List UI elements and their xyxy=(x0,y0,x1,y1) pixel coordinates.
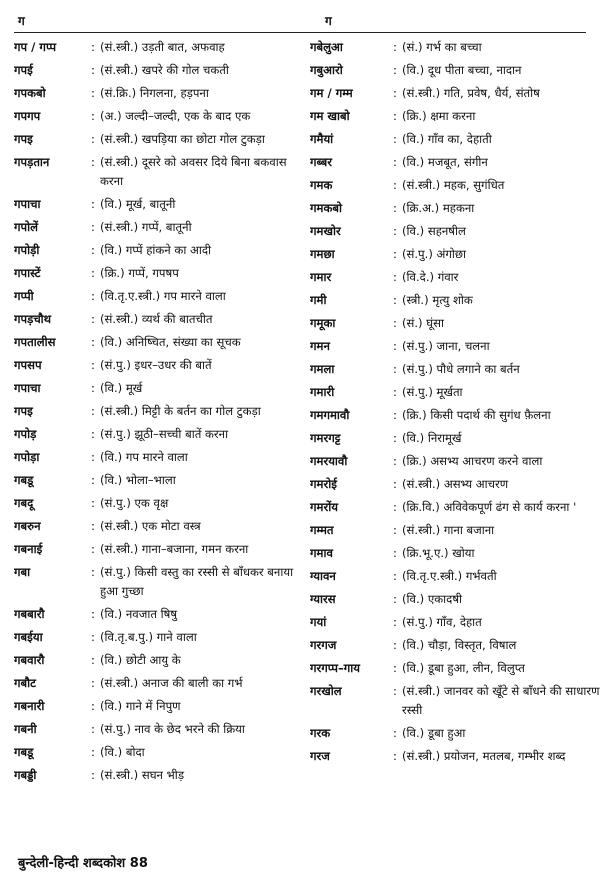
separator: : xyxy=(393,726,397,740)
headword: गबा xyxy=(14,565,31,579)
headword: गपइ xyxy=(14,404,33,418)
headword: गमरगट्ट xyxy=(310,431,341,445)
definition: (क्रि.वि.) अविवेकपूर्ण ढंग से कार्य करना ' xyxy=(402,500,577,514)
dictionary-entry xyxy=(14,540,304,559)
dictionary-entry xyxy=(310,659,600,678)
headword: गमारी xyxy=(310,385,335,399)
headword: गबवारौ xyxy=(14,653,45,667)
definition: (वि.) एकादषी xyxy=(402,592,463,606)
headword: गबनाई xyxy=(14,542,43,556)
headword: गपई xyxy=(14,63,33,77)
definition: (सं.स्त्री.) गप्पें, बातूनी xyxy=(100,220,192,234)
definition: (सं.स्त्री.) व्यर्थ की बातचीत xyxy=(100,312,213,326)
separator: : xyxy=(393,408,397,422)
separator: : xyxy=(393,477,397,491)
dictionary-entry xyxy=(14,130,304,149)
definition: (सं.स्त्री.) अनाज की बाली का गर्भ xyxy=(100,676,243,690)
definition: (अ.) जल्दी–जल्दी, एक के बाद एक xyxy=(100,109,251,123)
dictionary-entry xyxy=(310,222,600,241)
headword: गमकबो xyxy=(310,201,342,215)
separator: : xyxy=(393,385,397,399)
definition: (सं.पु.) एक वृक्ष xyxy=(100,496,169,510)
separator: : xyxy=(393,569,397,583)
headword: गपगप xyxy=(14,109,41,123)
dictionary-entry xyxy=(310,360,600,379)
definition: (क्रि.भू.ए.) खोया xyxy=(402,546,475,560)
headword: गमरोंय xyxy=(310,500,338,514)
headword: गब्बर xyxy=(310,155,332,169)
headword: ग्यारस xyxy=(310,592,336,606)
headword: गबरुन xyxy=(14,519,41,533)
headword: गमन xyxy=(310,339,330,353)
separator: : xyxy=(393,546,397,560)
headword: गबईया xyxy=(14,630,43,644)
dictionary-entry xyxy=(310,567,600,586)
dictionary-entry xyxy=(14,674,304,693)
definition: (सं.पु.) मूर्खता xyxy=(402,385,463,399)
headword: गपोड़ी xyxy=(14,243,40,257)
headword: गपास्टें xyxy=(14,266,41,280)
headword: गबौट xyxy=(14,676,36,690)
separator: : xyxy=(393,224,397,238)
separator: : xyxy=(393,86,397,100)
dictionary-entry xyxy=(310,682,600,720)
definition: (वि.) बोदा xyxy=(100,745,145,759)
headword: गबनी xyxy=(14,722,37,736)
dictionary-entry xyxy=(310,429,600,448)
separator: : xyxy=(91,699,95,713)
separator: : xyxy=(393,661,397,675)
separator: : xyxy=(91,768,95,782)
definition: (वि.) नवजात षिषु xyxy=(100,607,178,621)
separator: : xyxy=(91,630,95,644)
dictionary-entry xyxy=(14,425,304,444)
headword: गमगमावौ xyxy=(310,408,350,422)
definition: (वि.तृ.ए.स्त्री.) गर्भवती xyxy=(402,569,497,583)
definition: (वि.) मूर्ख, बातूनी xyxy=(100,197,176,211)
headword: गपकबो xyxy=(14,86,46,100)
definition: (सं.क्रि.) निगलना, हड़पना xyxy=(100,86,209,100)
dictionary-entry xyxy=(14,38,304,57)
dictionary-entry xyxy=(310,747,600,766)
separator: : xyxy=(393,109,397,123)
dictionary-entry xyxy=(310,724,600,743)
dictionary-entry xyxy=(310,613,600,632)
headword: गमूका xyxy=(310,316,336,330)
dictionary-entry xyxy=(310,475,600,494)
right-column xyxy=(310,38,600,770)
definition: (सं.स्त्री.) महक, सुगंधित xyxy=(402,178,505,192)
dictionary-entry xyxy=(310,130,600,149)
definition: (सं.पु.) पौधे लगाने का बर्तन xyxy=(402,362,520,376)
definition: (सं.स्त्री.) असभ्य आचरण xyxy=(402,477,509,491)
dictionary-entry xyxy=(14,628,304,647)
dictionary-entry xyxy=(14,494,304,513)
dictionary-entry xyxy=(14,743,304,762)
separator: : xyxy=(91,63,95,77)
separator: : xyxy=(393,454,397,468)
definition: (सं.स्त्री.) दूसरे को अवसर दिये बिना बकवास करना xyxy=(100,155,287,188)
separator: : xyxy=(91,404,95,418)
dictionary-entry xyxy=(310,383,600,402)
separator: : xyxy=(91,243,95,257)
separator: : xyxy=(393,615,397,629)
headword: गमैयां xyxy=(310,132,334,146)
definition: (क्रि.अ.) महकना xyxy=(402,201,475,215)
headword: गपोड़ा xyxy=(14,450,40,464)
dictionary-entry xyxy=(310,61,600,80)
headword: गपड़तान xyxy=(14,155,50,169)
separator: : xyxy=(393,316,397,330)
separator: : xyxy=(91,289,95,303)
dictionary-entry xyxy=(14,310,304,329)
dictionary-entry xyxy=(14,471,304,490)
dictionary-entry xyxy=(310,268,600,287)
definition: (सं.पु.) झूठी–सच्ची बातें करना xyxy=(100,427,229,441)
definition: (सं.स्त्री.) गति, प्रवेष, धैर्य, संतोष xyxy=(402,86,540,100)
headword: गबडू xyxy=(14,473,34,487)
dictionary-entry xyxy=(14,766,304,785)
definition: (वि.) गाने में निपुण xyxy=(100,699,181,713)
dictionary-entry xyxy=(14,697,304,716)
dictionary-entry xyxy=(310,153,600,172)
definition: (सं.) घूंसा xyxy=(402,316,444,330)
definition: (क्रि.) क्षमा करना xyxy=(402,109,476,123)
separator: : xyxy=(393,293,397,307)
dictionary-entry xyxy=(310,84,600,103)
header-letter-right: ग xyxy=(325,14,332,28)
definition: (सं.पु.) किसी वस्तु का रस्सी से बाँधकर बनाया हुआ गुच्छा xyxy=(100,565,294,598)
separator: : xyxy=(393,63,397,77)
definition: (वि.) गप्पें हांकने का आदी xyxy=(100,243,212,257)
headword: गपाचा xyxy=(14,197,41,211)
dictionary-entry xyxy=(14,720,304,739)
headword: गरगप्प–गाय xyxy=(310,661,361,675)
separator: : xyxy=(91,358,95,372)
definition: (वि.तृ.ब.पु.) गाने वाला xyxy=(100,630,197,644)
headword: गरखोल xyxy=(310,684,342,698)
definition: (सं.स्त्री.) मिट्टी के बर्तन का गोल टुकड़ा xyxy=(100,404,261,418)
separator: : xyxy=(91,266,95,280)
headword: गयां xyxy=(310,615,327,629)
headword: गमखोर xyxy=(310,224,341,238)
separator: : xyxy=(91,335,95,349)
dictionary-entry xyxy=(14,153,304,191)
headword: गपड़चौथ xyxy=(14,312,52,326)
dictionary-entry xyxy=(14,61,304,80)
definition: (सं.पु.) गाँव, देहात xyxy=(402,615,482,629)
separator: : xyxy=(393,270,397,284)
dictionary-entry xyxy=(14,517,304,536)
definition: (सं.स्त्री.) जानवर को खूँटे से बाँधने की साधारण रस्सी xyxy=(402,684,600,717)
headword: गबबारौ xyxy=(14,607,45,621)
headword: गबदू xyxy=(14,496,34,510)
separator: : xyxy=(91,676,95,690)
definition: (वि.) मजबूत, संगीन xyxy=(402,155,488,169)
definition: (वि.) गप मारने वाला xyxy=(100,450,188,464)
separator: : xyxy=(393,592,397,606)
separator: : xyxy=(91,450,95,464)
headword: गरज xyxy=(310,749,330,763)
separator: : xyxy=(393,201,397,215)
headword: गमार xyxy=(310,270,332,284)
headword: गमला xyxy=(310,362,335,376)
header-letter-left: ग xyxy=(18,14,25,28)
dictionary-entry xyxy=(310,636,600,655)
headword: गमक xyxy=(310,178,333,192)
headword: गपोलें xyxy=(14,220,38,234)
headword: गम्मत xyxy=(310,523,334,537)
headword: गपसप xyxy=(14,358,42,372)
dictionary-entry xyxy=(310,337,600,356)
definition: (सं.) गर्भ का बच्चा xyxy=(402,40,482,54)
definition: (वि.) मूर्ख xyxy=(100,381,143,395)
definition: (वि.) छोटी आयु के xyxy=(100,653,181,667)
separator: : xyxy=(91,607,95,621)
definition: (वि.) गाँव का, देहाती xyxy=(402,132,492,146)
separator: : xyxy=(91,197,95,211)
dictionary-entry xyxy=(14,264,304,283)
dictionary-entry xyxy=(310,521,600,540)
headword: गबडू xyxy=(14,745,34,759)
definition: (सं.स्त्री.) गाना बजाना xyxy=(402,523,495,537)
separator: : xyxy=(91,312,95,326)
dictionary-entry xyxy=(310,199,600,218)
separator: : xyxy=(393,500,397,514)
headword: गपाचा xyxy=(14,381,41,395)
headword: गमरोई xyxy=(310,477,337,491)
dictionary-entry xyxy=(310,176,600,195)
page-footer xyxy=(18,853,148,871)
definition: (वि.) अनिष्चित, संख्या का सूचक xyxy=(100,335,241,349)
definition: (वि.) डूबा हुआ, लीन, विलुप्त xyxy=(402,661,525,675)
dictionary-entry xyxy=(310,107,600,126)
dictionary-entry xyxy=(14,651,304,670)
headword: गप्पी xyxy=(14,289,34,303)
separator: : xyxy=(393,638,397,652)
definition: (वि.) भोला–भाला xyxy=(100,473,176,487)
definition: (सं.पु.) नाव के छेद भरने की क्रिया xyxy=(100,722,245,736)
separator: : xyxy=(91,473,95,487)
separator: : xyxy=(393,178,397,192)
dictionary-entry xyxy=(14,448,304,467)
definition: (क्रि.) असभ्य आचरण करने वाला xyxy=(402,454,543,468)
dictionary-entry xyxy=(14,563,304,601)
separator: : xyxy=(393,155,397,169)
definition: (सं.पु.) अंगोछा xyxy=(402,247,467,261)
left-column xyxy=(14,38,304,789)
headword: गबनारी xyxy=(14,699,45,713)
headword: गरगज xyxy=(310,638,337,652)
definition: (वि.दे.) गंवार xyxy=(402,270,459,284)
dictionary-entry xyxy=(310,452,600,471)
separator: : xyxy=(393,132,397,146)
definition: (वि.) निरामूर्ख xyxy=(402,431,462,445)
separator: : xyxy=(393,362,397,376)
definition: (सं.स्त्री.) एक मोटा वस्त्र xyxy=(100,519,201,533)
dictionary-entry xyxy=(14,195,304,214)
headword: गमरयावौ xyxy=(310,454,348,468)
dictionary-entry xyxy=(14,402,304,421)
separator: : xyxy=(91,542,95,556)
headword: गबड्डी xyxy=(14,768,37,782)
definition: (वि.) डूबा हुआ xyxy=(402,726,466,740)
headword: गमाव xyxy=(310,546,333,560)
definition: (वि.तृ.ए.स्त्री.) गप मारने वाला xyxy=(100,289,226,303)
dictionary-entry xyxy=(14,287,304,306)
definition: (क्रि.) किसी पदार्थ की सुगंध फ़ैलना xyxy=(402,408,551,422)
headword: गबेलुआ xyxy=(310,40,343,54)
headword: गपतालीस xyxy=(14,335,56,349)
definition: (सं.पु.) इधर–उधर की बातें xyxy=(100,358,212,372)
separator: : xyxy=(393,247,397,261)
separator: : xyxy=(91,381,95,395)
dictionary-entry xyxy=(14,605,304,624)
dictionary-entry xyxy=(310,498,600,517)
definition: (सं.स्त्री.) खपड़िया का छोटा गोल टुकड़ा xyxy=(100,132,265,146)
separator: : xyxy=(91,40,95,54)
separator: : xyxy=(91,745,95,759)
separator: : xyxy=(91,653,95,667)
dictionary-entry xyxy=(14,333,304,352)
separator: : xyxy=(91,519,95,533)
dictionary-entry xyxy=(310,544,600,563)
separator: : xyxy=(91,722,95,736)
definition: (वि.) दूध पीता बच्चा, नादान xyxy=(402,63,522,77)
dictionary-entry xyxy=(14,84,304,103)
dictionary-entry xyxy=(14,107,304,126)
separator: : xyxy=(91,565,95,579)
dictionary-entry xyxy=(310,406,600,425)
separator: : xyxy=(91,427,95,441)
headword: गमी xyxy=(310,293,327,307)
definition: (वि.) चौड़ा, विस्तृत, विषाल xyxy=(402,638,517,652)
dictionary-entry xyxy=(310,314,600,333)
definition: (सं.स्त्री.) प्रयोजन, मतलब, गम्भीर शब्द xyxy=(402,749,566,763)
separator: : xyxy=(393,339,397,353)
headword: गपइ xyxy=(14,132,33,146)
headword: गबुआरो xyxy=(310,63,343,77)
dictionary-entry xyxy=(14,379,304,398)
separator: : xyxy=(91,132,95,146)
separator: : xyxy=(91,109,95,123)
headword: ग्यावन xyxy=(310,569,336,583)
separator: : xyxy=(91,496,95,510)
headword: गपोड़ xyxy=(14,427,37,441)
dictionary-entry xyxy=(14,218,304,237)
definition: (सं.स्त्री.) गाना–बजाना, गमन करना xyxy=(100,542,249,556)
separator: : xyxy=(91,155,95,169)
separator: : xyxy=(91,86,95,100)
footer-page-number: 88 xyxy=(129,856,148,871)
definition: (क्रि.) गप्पें, गपषप xyxy=(100,266,179,280)
separator: : xyxy=(91,220,95,234)
dictionary-entry xyxy=(14,241,304,260)
dictionary-entry xyxy=(310,291,600,310)
headword: गम / गम्म xyxy=(310,86,353,100)
headword: गमछा xyxy=(310,247,335,261)
separator: : xyxy=(393,523,397,537)
dictionary-entry xyxy=(14,356,304,375)
dictionary-entry xyxy=(310,245,600,264)
separator: : xyxy=(393,749,397,763)
separator: : xyxy=(393,684,397,698)
headword: गरक xyxy=(310,726,331,740)
headword: गम खाबो xyxy=(310,109,350,123)
footer-title: बुन्देली-हिन्दी शब्दकोश xyxy=(18,856,126,871)
dictionary-entry xyxy=(310,590,600,609)
definition: (सं.स्त्री.) सघन भीड़ xyxy=(100,768,185,782)
header-rule xyxy=(14,32,586,33)
definition: (स्त्री.) मृत्यु शोक xyxy=(402,293,473,307)
definition: (सं.स्त्री.) उड़ती बात, अफवाह xyxy=(100,40,225,54)
headword: गप / गप्प xyxy=(14,40,57,54)
definition: (वि.) सहनषील xyxy=(402,224,466,238)
definition: (सं.स्त्री.) खपरे की गोल चकती xyxy=(100,63,229,77)
dictionary-entry xyxy=(310,38,600,57)
separator: : xyxy=(393,40,397,54)
separator: : xyxy=(393,431,397,445)
definition: (सं.पु.) जाना, चलना xyxy=(402,339,490,353)
